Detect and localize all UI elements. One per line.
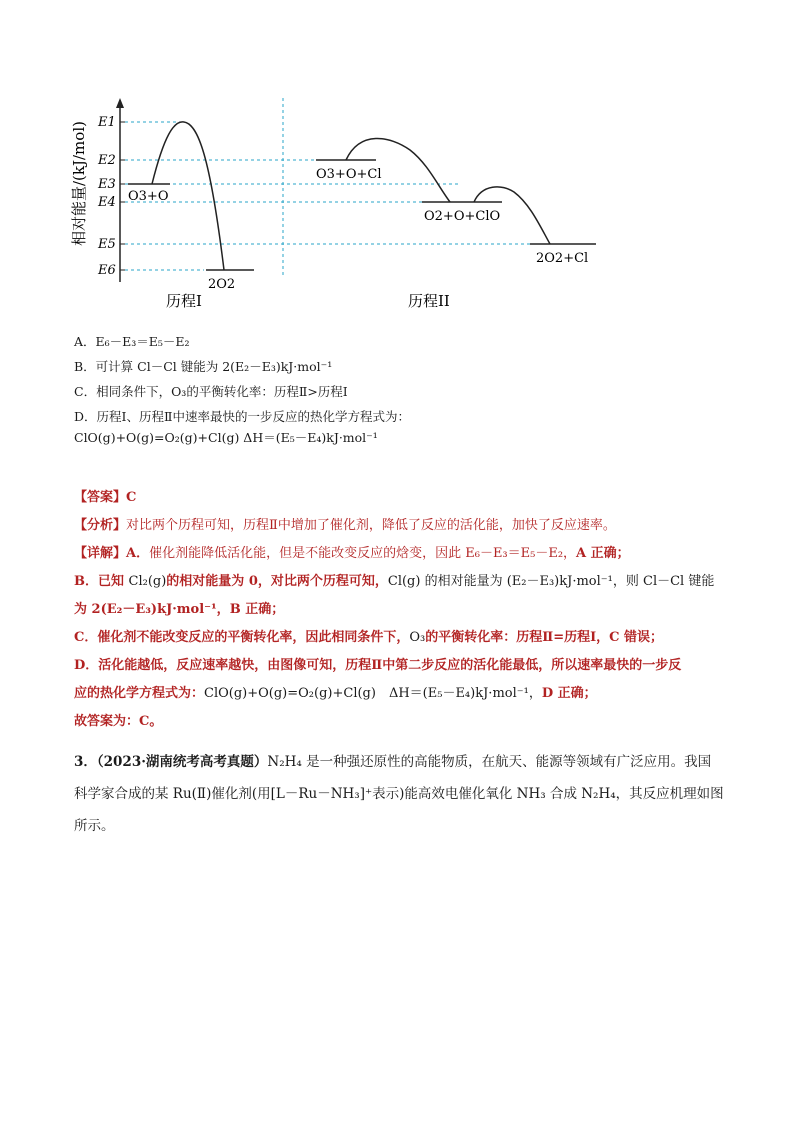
label-e3: E3	[98, 177, 116, 192]
options-block	[74, 334, 734, 455]
answer-row	[74, 484, 734, 512]
detail-d2-eq: ClO(g)+O(g)=O₂(g)+Cl(g) ΔH＝(E₅－E₄)kJ·mol⁻¹，	[204, 686, 542, 701]
detail-d1-text: D．活化能越低，反应速率越快，由图像可知，历程Ⅱ中第二步反应的活化能最低，所以速率最快的一步反	[74, 658, 682, 673]
detail-tag: 【详解】	[74, 546, 127, 561]
species-2o2-cl: 2O2+Cl	[536, 251, 589, 266]
question-3-line3: 所示。	[74, 818, 115, 834]
label-e6: E6	[98, 263, 116, 278]
option-d-equation: ClO(g)+O(g)=O₂(g)+Cl(g) ΔH＝(E₅－E₄)kJ·mol⁻¹	[74, 430, 378, 445]
question-3-line2: 科学家合成的某 Ru(Ⅱ)催化剂(用[L－Ru－NH₃]⁺表示)能高效电催化氧化 NH₃ 合成 N₂H₄，其反应机理如图	[74, 786, 724, 802]
analysis-text: 对比两个历程可知，历程Ⅱ中增加了催化剂，降低了反应的活化能，加快了反应速率。	[126, 518, 616, 533]
species-o3-o: O3+O	[128, 189, 169, 204]
detail-b2-text: 为 2(E₂－E₃)kJ·mol⁻¹，	[74, 602, 230, 617]
detail-a-tail: A 正确；	[576, 546, 630, 561]
detail-b1-head: B．已知	[74, 574, 129, 589]
species-o2-o-clo: O2+O+ClO	[424, 209, 501, 224]
question-3-line1	[74, 746, 734, 778]
option-a[interactable]: A．E₆－E₃＝E₅－E₂	[74, 334, 190, 349]
detail-b1-text2: Cl(g) 的相对能量为 (E₂－E₃)kJ·mol⁻¹，则 Cl－Cl 键能	[387, 574, 715, 589]
detail-a-head: A．	[126, 546, 150, 561]
detail-d2-row	[74, 680, 734, 708]
question-3-text1: N₂H₄ 是一种强还原性的高能物质，在航天、能源等领域有广泛应用。我国	[267, 754, 712, 770]
species-o3-o-cl: O3+O+Cl	[316, 167, 382, 182]
answer-value: C	[126, 490, 137, 505]
option-c[interactable]: C．相同条件下，O₃的平衡转化率：历程Ⅱ>历程Ⅰ	[74, 384, 348, 399]
analysis-row	[74, 512, 734, 540]
y-axis-label: 相对能量/(kJ/mol)	[70, 121, 88, 246]
label-e4: E4	[98, 195, 116, 210]
option-b[interactable]: B．可计算 Cl－Cl 键能为 2(E₂－E₃)kJ·mol⁻¹	[74, 359, 333, 374]
detail-d1-row	[74, 652, 734, 680]
question-3	[74, 746, 734, 842]
detail-b2-tail: B 正确；	[229, 602, 285, 617]
final-text: 故答案为：	[74, 714, 140, 729]
path1-label: 历程I	[166, 292, 202, 310]
detail-c-text: C．催化剂不能改变反应的平衡转化率，因此相同条件下，	[74, 630, 410, 645]
detail-d2-text: 应的热化学方程式为：	[74, 686, 205, 701]
option-d[interactable]: D．历程Ⅰ、历程Ⅱ中速率最快的一步反应的热化学方程式为：	[74, 409, 410, 424]
detail-b1-mid: Cl₂(g)	[128, 574, 167, 589]
answer-block	[74, 484, 734, 736]
detail-a-text: 催化剂能降低活化能，但是不能改变反应的焓变，因此 E₆－E₃＝E₅－E₂，	[149, 546, 577, 561]
final-value: C。	[139, 714, 163, 729]
label-e2: E2	[98, 153, 116, 168]
detail-c-text2: 的平衡转化率：历程Ⅱ=历程Ⅰ，C 错误；	[425, 630, 664, 645]
label-e1: E1	[98, 115, 116, 130]
detail-b1-row	[74, 568, 734, 596]
detail-b2-row	[74, 596, 734, 624]
question-3-head: 3．（2023·湖南统考高考真题）	[74, 754, 268, 770]
detail-b1-text: 的相对能量为 0，对比两个历程可知，	[166, 574, 388, 589]
detail-c-row	[74, 624, 734, 652]
label-e5: E5	[98, 237, 116, 252]
answer-tag: 【答案】	[74, 490, 127, 505]
analysis-tag: 【分析】	[74, 518, 127, 533]
final-row	[74, 708, 734, 736]
detail-c-mid: O₃	[409, 630, 426, 645]
energy-profile-diagram	[70, 96, 610, 314]
species-2o2: 2O2	[208, 277, 236, 292]
y-axis-arrow	[116, 98, 124, 108]
detail-d2-tail: D 正确；	[541, 686, 597, 701]
path2-label: 历程II	[408, 292, 450, 310]
detail-a-row	[74, 540, 734, 568]
